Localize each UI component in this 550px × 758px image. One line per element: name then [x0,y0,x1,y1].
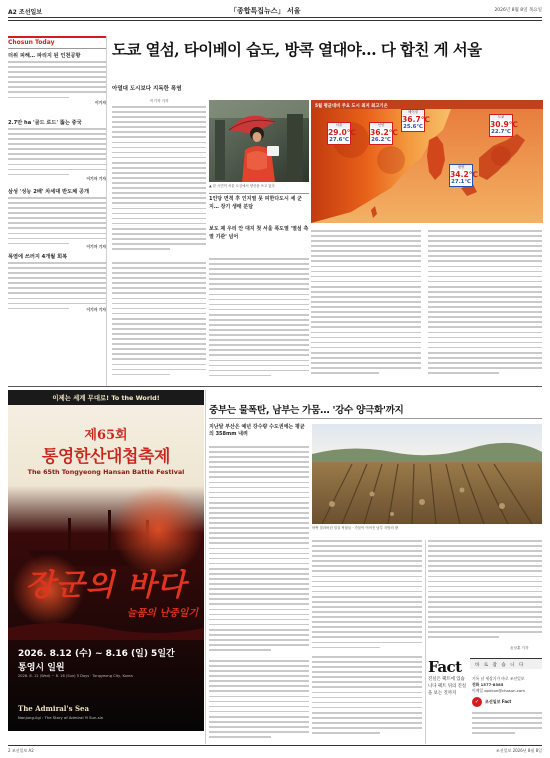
sidebar-top-rule [8,36,106,38]
city-temp-seoul [327,122,356,145]
heat-photo-image [209,100,309,182]
sidebar-item-source: 이기자 기자 [86,244,106,249]
sidebar [8,36,106,386]
sidebar-item-source: 이기자 기자 [86,307,106,312]
sidebar-item-headline[interactable]: 삼성 '성능 2배' 차세대 반도체 공개 [8,189,89,195]
main-subhead-3: 보도 제 우리 안 대지 첫 서울 폭도열 '열섬 측 열 기관' 넘어 [209,226,309,240]
fact-info [472,676,542,707]
fact-info-phone[interactable]: 전화 1577-8585 [472,682,504,687]
festival-edition: 제65회 [84,428,128,443]
article2-body-col2 [312,540,422,652]
city-name: 선양 [370,123,392,128]
city-high: 29.0℃ [328,128,356,137]
fact-badge [472,697,542,707]
header-rule-thin [8,20,542,21]
article2-headline[interactable]: 중부는 물폭탄, 남부는 가뭄… '강수 양극화'까지 [209,405,404,416]
city-name: 평양 [450,165,472,170]
main-body-col2 [209,258,309,380]
city-low: 26.2℃ [371,137,391,143]
footer-right: 조선일보 2026년 8월 8일 [495,748,542,753]
drought-photo-caption: 바싹 말라버린 밀실 작물들 · 가뭄이 이어진 남부 지방의 밭 [312,526,399,530]
city-high: 30.9℃ [490,120,518,129]
sidebar-item-headline[interactable]: 폭염에 쓰러지 4개월 회복 [8,254,68,260]
city-temp-beijing [401,109,430,132]
section-label: 「종합특집뉴스」 서울 [230,7,301,15]
main-subhead-2: 1인당 면적 후 인지열 못 피한다도시 세 군지… 장기 생태 분담 [209,196,302,210]
main-body-col3 [311,230,421,380]
fact-badge-icon: ✓ [472,697,482,707]
sidebar-item-headline[interactable]: 2.7만 ha '골드 로드' 뚫는 중국 [8,120,82,126]
article2-lede: 지난달 부산은 예년 강수량 수도권에는 평균의 358mm 내려 [209,424,305,438]
drought-photo-image [312,424,542,524]
fact-slogan: 진실은 팩트에 있습니다 팩트 뒤의 진실을 보는 것까지 [428,677,467,696]
sidebar-item-source: 이기자 기자 [86,176,106,181]
city-low: 22.7℃ [491,129,511,135]
city-temp-pyongyang [449,164,478,187]
sidebar-item-body [8,262,106,312]
footer-left: 2 조선일보 A2 [8,748,34,753]
main-body-col4 [428,230,542,380]
city-name: 도쿄 [490,115,512,120]
article2-body-col2b [312,656,422,742]
fact-info-line: 기록 남 세상기가 바로 조선일보 [472,676,525,681]
main-headline[interactable]: 도쿄 열섬, 타이베이 습도, 방콕 열대야… 다 합친 게 서울 [112,40,482,59]
caption-rule [209,193,309,194]
city-high: 36.7℃ [402,115,430,124]
column-divider [425,540,426,744]
festival-title: 통영한산대첩축제 [41,447,171,467]
festival-en-title: The Admiral's Sea [18,704,90,713]
city-name: 서울 [328,123,350,128]
city-low: 25.6℃ [403,124,423,130]
fact-badge-label: 조선일보 Fact [485,699,512,704]
city-high: 36.2℃ [370,128,398,137]
notice-label: 바 로 잡 습 니 다 [475,663,525,668]
city-low: 27.1℃ [451,179,471,185]
city-temp-tokyo [489,114,518,137]
article2-body-col1b [209,660,309,742]
section-divider [8,386,542,387]
festival-dates: 2026. 8.12 (수) ~ 8.16 (일) 5일간 [18,649,175,659]
main-subhead: 아열대 도시보다 지독한 폭염 [112,86,182,92]
sidebar-divider [106,36,107,386]
drought-photo [312,424,542,524]
city-temp-shenyang [369,122,398,145]
sidebar-tag: Chosun Today [8,39,55,46]
footer-rule [8,745,542,746]
map-title: 5월 평균대비 주요 도시 최저 최고기온 [315,104,388,109]
festival-banner: 이제는 세계 무대로! To the World! [52,394,160,402]
fact-info-email[interactable]: 이메일 opinion@chosun.com [472,688,525,693]
festival-english-title: The 65th Tongyeong Hansan Battle Festival [27,468,185,476]
heat-photo [209,100,309,182]
festival-ad[interactable] [8,390,204,731]
festival-calligraphy-sub: 늘품의 난중일기 [126,608,198,619]
fact-body [472,712,542,742]
sidebar-item-body [8,61,106,101]
city-low: 27.6℃ [329,137,349,143]
sidebar-item-headline[interactable]: 더위 피해… 파리지 된 인천공항 [8,53,81,59]
ad-divider [205,390,206,744]
sidebar-item-source: 이기자 [94,100,106,105]
page-label: A2 조선일보 [8,9,43,16]
article2-rule [209,418,542,419]
article2-body-col1 [209,446,309,656]
heat-map [311,100,543,223]
festival-dates-en: 2026. 8. 12 (Wed) ~ 8. 16 (Sun) 5 Days · Tongyeong City, Korea [18,674,133,678]
photo-caption: ▲ 한 시민이 서울 도심에서 양산을 쓰고 있다 [209,184,275,188]
article2-body-col3 [428,540,542,644]
issue-date: 2026년 8월 8일 목요일 [494,8,542,13]
main-body-col1b [112,262,206,380]
fact-title: Fact [428,658,462,676]
sidebar-tag-rule [8,48,106,49]
header-rule [8,17,542,18]
sidebar-item-body [8,128,106,178]
city-name: 베이징 [402,110,424,115]
festival-place: 통영시 일원 [18,663,65,673]
festival-calligraphy: 장군의 바다 [25,568,187,603]
main-byline: 이기자 기자 [150,99,169,103]
main-body-col1 [112,106,206,256]
sidebar-item-body [8,197,106,247]
festival-en-sub: Nanjung-ilgi : The Story of Admiral Yi Sun-sin [18,715,104,720]
city-high: 34.2℃ [450,170,478,179]
article2-byline: 윤상훈 기자 [510,646,529,650]
